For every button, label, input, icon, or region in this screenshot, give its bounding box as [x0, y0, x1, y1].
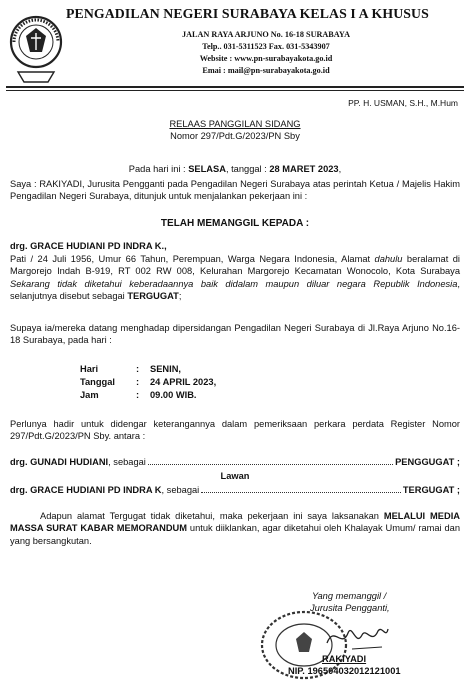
schedule-row: Hari : SENIN,	[80, 364, 181, 374]
signature-block	[288, 590, 460, 678]
defendant-line: drg. GRACE HUDIANI PD INDRA K , sebagai TERGUGAT ;	[10, 485, 460, 495]
document-title: RELAAS PANGGILAN SIDANG	[169, 119, 301, 129]
signatory-name: RAKIYADI	[322, 653, 367, 664]
letterhead-rule-thin	[6, 90, 464, 91]
letterhead-website: Website : www.pn-surabayakota.go.id	[199, 54, 333, 63]
summon-paragraph: Supaya ia/mereka datang menghadap dipersidangan Pengadilan Negeri Surabaya di Jl.Raya Arjuno No.16-18 Surabaya, pada hari :	[10, 323, 460, 346]
plaintiff-line: drg. GUNADI HUDIANI , sebagai PENGGUGAT ;	[10, 457, 460, 467]
schedule-row: Jam : 09.00 WIB.	[80, 390, 197, 400]
letterhead-phone: Telp.. 031-5311523 Fax. 031-5343907	[202, 42, 330, 51]
closing-paragraph: Adapun alamat Tergugat tidak diketahui, maka pekerjaan ini saya laksanakan MELALUI MEDIA MASSA SURAT KABAR MEMORANDUM untuk diiklankan, agar diketahui oleh Khalayak Umum/ ramai dan yang bersangkutan.	[10, 511, 460, 546]
letterhead-rule	[6, 86, 464, 88]
clerk-reference: PP. H. USMAN, S.H., M.Hum	[348, 98, 458, 108]
defendant-name: drg. GRACE HUDIANI PD INDRA K.,	[10, 241, 167, 251]
defendant-description: Pati / 24 Juli 1956, Umur 66 Tahun, Perempuan, Warga Negara Indonesia, Alamat dahulu beralamat di Margorejo Indah B-919, RT 002 RW 008, Kelurahan Margorejo Kecamatan Wonocolo, Kota Surabaya Sekarang tidak diketahui keberadaannya baik didalam maupun diluar negara Republik Indonesia, selanjutnya disebut sebagai TERGUGAT;	[10, 254, 460, 302]
letterhead-email: Emai : mail@pn-surabayakota.go.id	[202, 66, 330, 75]
purpose-paragraph: Perlunya hadir untuk didengar keterangannya dalam pemeriksaan perkara perdata Register Nomor 297/Pdt.G/2023/PN Sby. antara :	[10, 419, 460, 442]
intro-paragraph: Saya : RAKIYADI, Jurusita Pengganti pada Pengadilan Negeri Surabaya atas perintah Ketua / Majelis Hakim Pengadilan Negeri Surabaya, ditunjuk untuk menjalankan pekerjaan ini :	[10, 179, 460, 202]
signatory-nip: NIP. 196504032012121001	[288, 666, 401, 677]
signature-caller: Yang memanggil /	[312, 591, 387, 601]
letterhead-title: PENGADILAN NEGERI SURABAYA KELAS I A KHUSUS	[66, 6, 429, 21]
signature-title: Jurusita Pengganti,	[310, 603, 390, 614]
handwritten-signature	[322, 619, 392, 653]
document-number: Nomor 297/Pdt.G/2023/PN Sby	[170, 131, 300, 141]
versus-label: Lawan	[220, 471, 250, 481]
opening-line: Pada hari ini : SELASA, tanggal : 28 MARET 2023,	[128, 164, 342, 174]
letterhead-address: JALAN RAYA ARJUNO No. 16-18 SURABAYA	[181, 30, 351, 39]
summon-heading: TELAH MEMANGGIL KEPADA :	[160, 218, 310, 229]
schedule-row: Tanggal : 24 APRIL 2023,	[80, 377, 217, 387]
court-logo	[8, 6, 64, 88]
